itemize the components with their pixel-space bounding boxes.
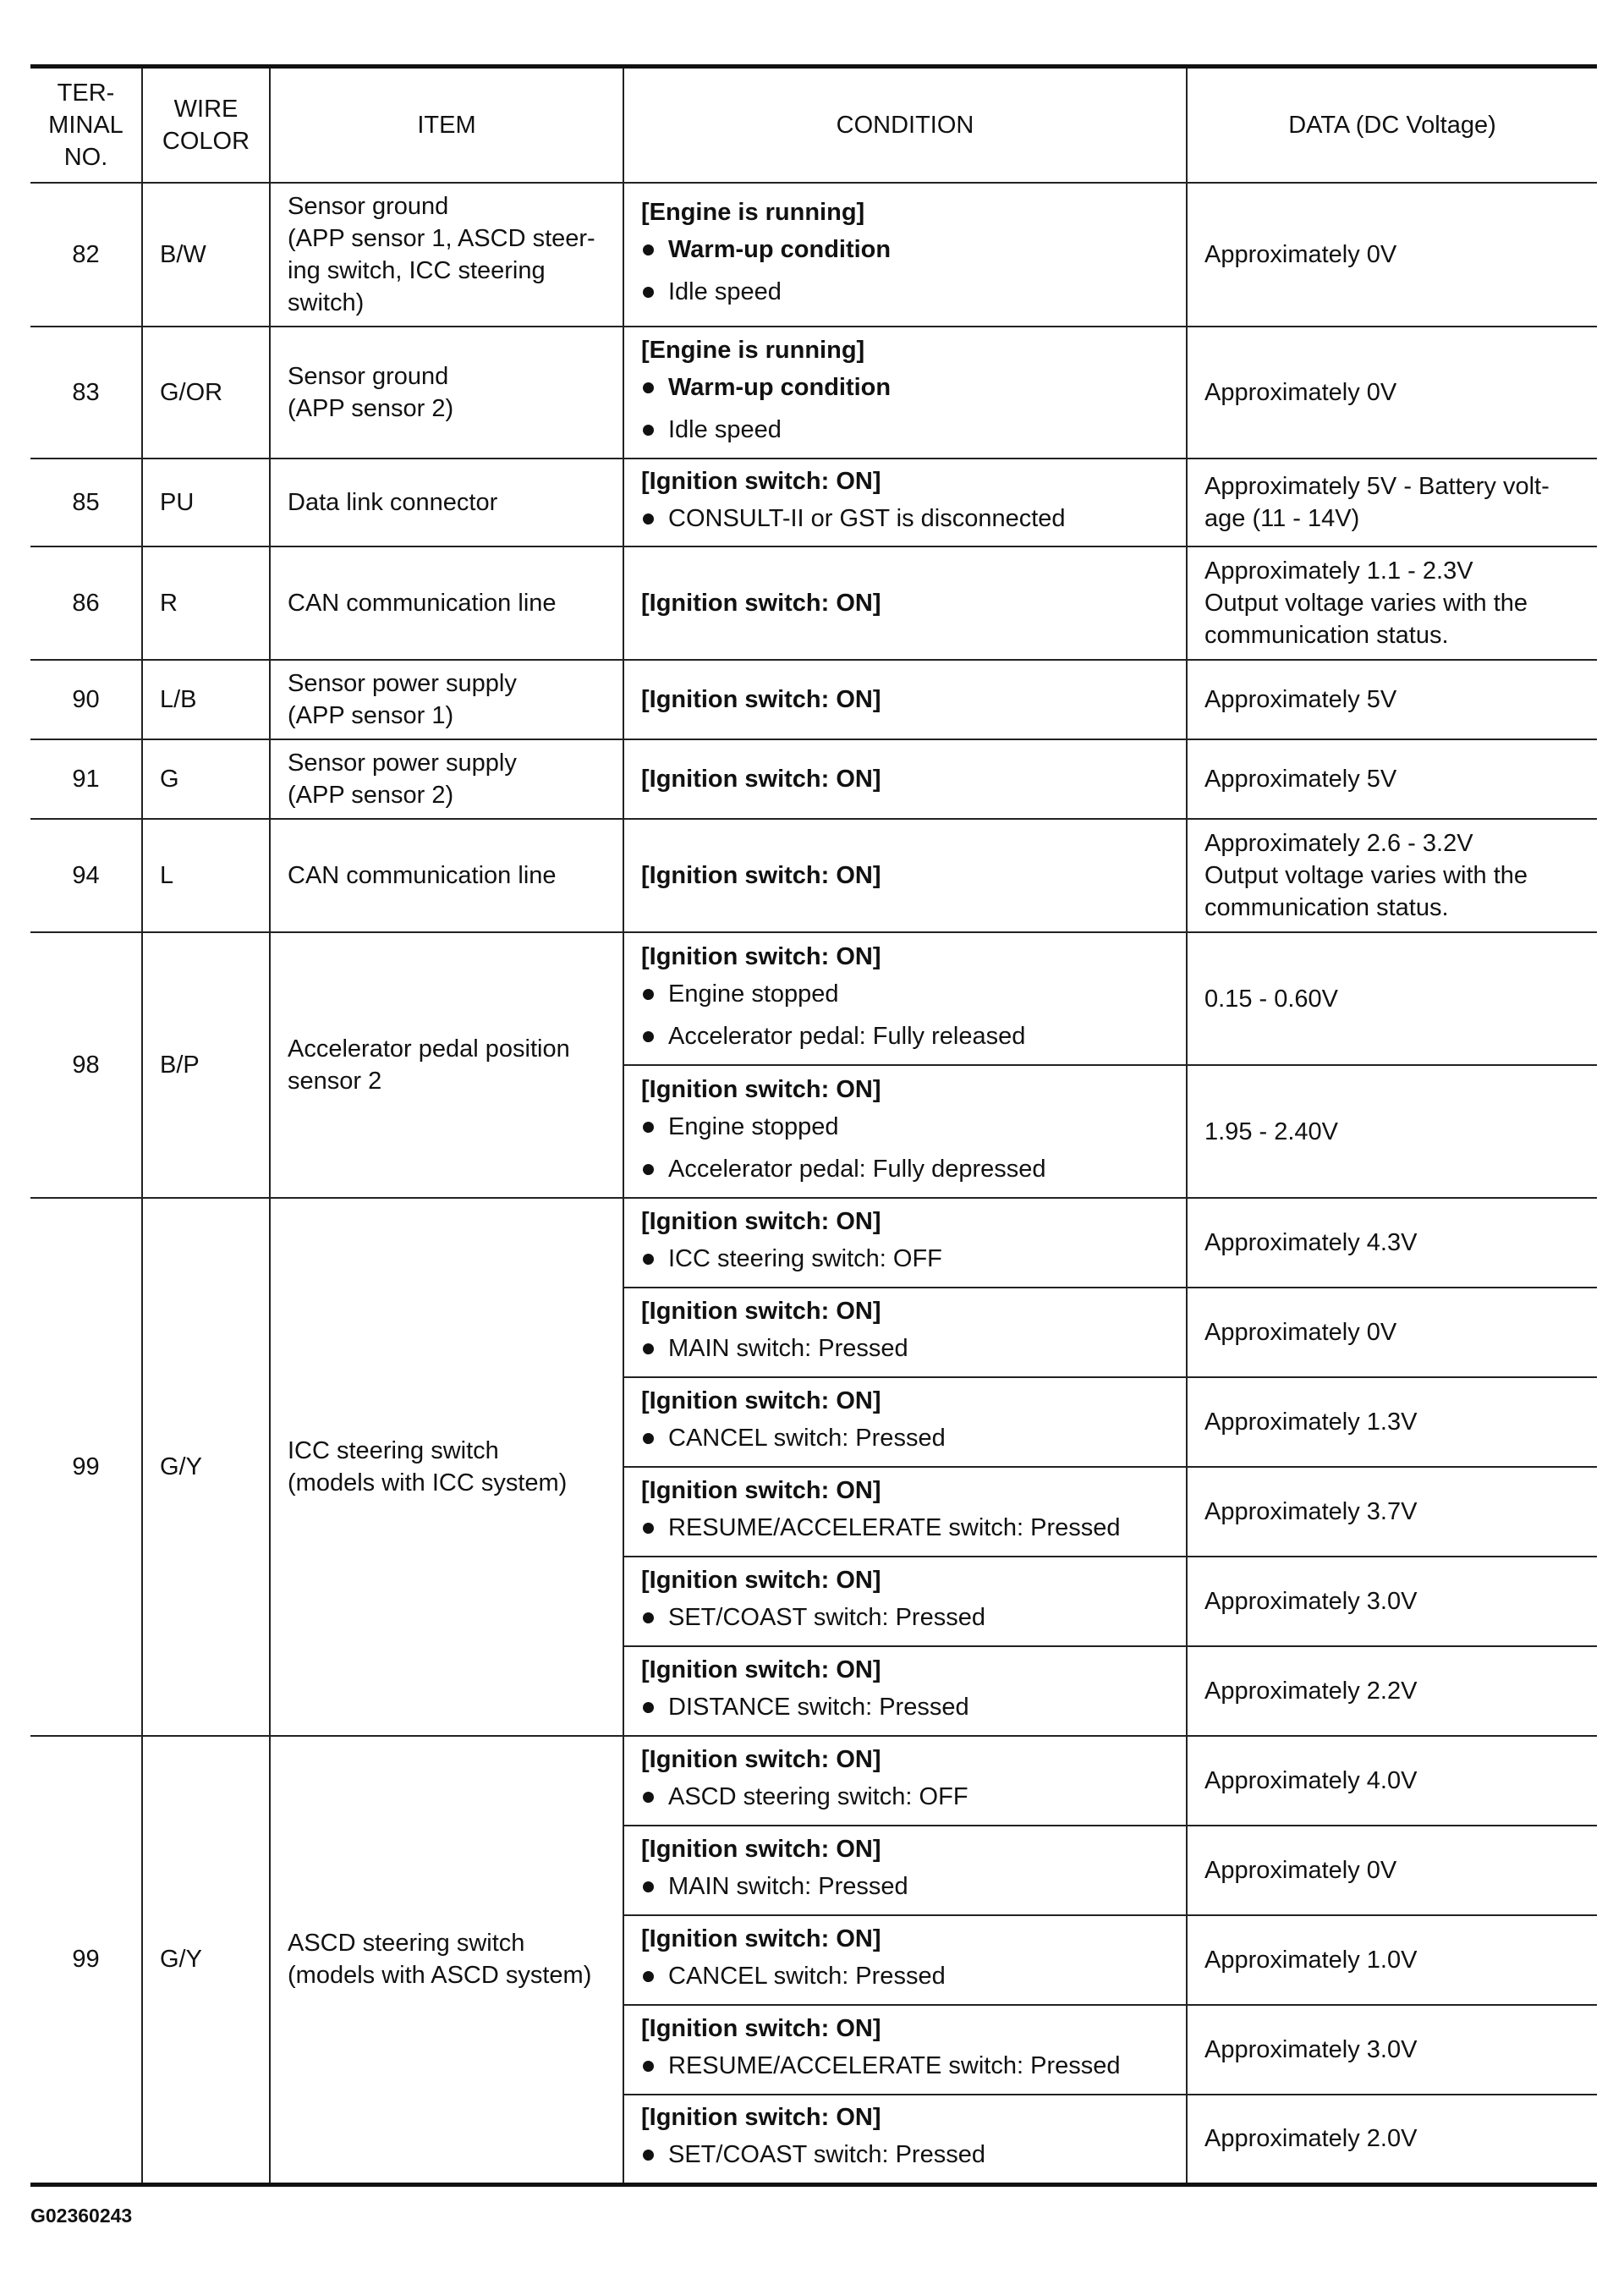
item-cell xyxy=(270,183,623,327)
dc-voltage-cell xyxy=(1187,932,1597,1065)
dc-voltage-cell xyxy=(1187,1377,1597,1467)
condition-bullet-item: ICC steering switch: OFF xyxy=(641,1238,1169,1280)
condition-heading: [Ignition switch: ON] xyxy=(641,1746,881,1773)
condition-bullet-item: Warm-up condition xyxy=(641,228,1169,271)
terminal-number-cell: 83 xyxy=(30,327,142,459)
condition-heading: [Ignition switch: ON] xyxy=(641,2104,881,2132)
condition-bullet-item: Idle speed xyxy=(641,271,1169,313)
dc-voltage-cell xyxy=(1187,1467,1597,1557)
dc-voltage-value: Approximately 0V xyxy=(1204,241,1397,268)
condition-bullet-item: DISTANCE switch: Pressed xyxy=(641,1686,1169,1728)
dc-voltage-cell xyxy=(1187,819,1597,932)
condition-bullet-item: Engine stopped xyxy=(641,1106,1169,1148)
condition-heading: [Ignition switch: ON] xyxy=(641,766,881,793)
condition-cell xyxy=(623,1736,1187,1826)
condition-heading: [Ignition switch: ON] xyxy=(641,862,881,889)
dc-voltage-value: Approximately 4.3V xyxy=(1204,1229,1418,1256)
terminal-number-cell: 82 xyxy=(30,183,142,327)
header-item: ITEM xyxy=(270,67,623,184)
item-cell-text: Sensor power supply (APP sensor 1) xyxy=(288,670,517,729)
dc-voltage-value: Approximately 4.0V xyxy=(1204,1767,1418,1794)
dc-voltage-value: Approximately 2.0V xyxy=(1204,2125,1418,2153)
condition-bullet-item: MAIN switch: Pressed xyxy=(641,1865,1169,1908)
dc-voltage-cell xyxy=(1187,1826,1597,1915)
condition-heading: [Ignition switch: ON] xyxy=(641,686,881,713)
dc-voltage-cell xyxy=(1187,1736,1597,1826)
dc-voltage-cell xyxy=(1187,1646,1597,1736)
dc-voltage-cell xyxy=(1187,1065,1597,1198)
dc-voltage-cell xyxy=(1187,1198,1597,1288)
condition-heading: [Engine is running] xyxy=(641,199,865,226)
condition-cell xyxy=(623,1826,1187,1915)
condition-heading: [Ignition switch: ON] xyxy=(641,1477,881,1504)
table-row xyxy=(30,1736,1597,1826)
item-cell xyxy=(270,932,623,1198)
condition-cell xyxy=(623,1467,1187,1557)
wire-color-cell: B/P xyxy=(142,932,270,1198)
dc-voltage-cell xyxy=(1187,459,1597,546)
item-cell xyxy=(270,327,623,459)
condition-cell xyxy=(623,819,1187,932)
wire-color-cell: B/W xyxy=(142,183,270,327)
condition-heading: [Ignition switch: ON] xyxy=(641,1925,881,1952)
condition-heading: [Ignition switch: ON] xyxy=(641,1075,881,1103)
wire-color-cell: G/Y xyxy=(142,1736,270,2184)
dc-voltage-value: Approximately 2.2V xyxy=(1204,1678,1418,1705)
terminal-data-table-container xyxy=(30,64,1597,2187)
condition-bullet-item: Idle speed xyxy=(641,409,1169,451)
item-cell-text: ASCD steering switch (models with ASCD system) xyxy=(288,1930,592,1990)
condition-cell xyxy=(623,459,1187,546)
table-row xyxy=(30,459,1597,546)
item-cell-text: CAN communication line xyxy=(288,590,557,617)
condition-heading: [Ignition switch: ON] xyxy=(641,1298,881,1325)
condition-cell xyxy=(623,1915,1187,2005)
table-row xyxy=(30,932,1597,1065)
dc-voltage-cell xyxy=(1187,1557,1597,1646)
header-terminal-no: TER- MINAL NO. xyxy=(30,67,142,184)
item-cell-text: CAN communication line xyxy=(288,862,557,889)
condition-heading: [Ignition switch: ON] xyxy=(641,1208,881,1235)
condition-cell xyxy=(623,546,1187,660)
dc-voltage-value: 0.15 - 0.60V xyxy=(1204,985,1338,1013)
table-row xyxy=(30,327,1597,459)
document-code: G02360243 xyxy=(30,2205,133,2227)
dc-voltage-value: Approximately 5V xyxy=(1204,686,1397,713)
condition-heading: [Ignition switch: ON] xyxy=(641,1387,881,1414)
item-cell-text: Sensor ground (APP sensor 1, ASCD steer- ing switch, ICC steering switch) xyxy=(288,193,595,316)
wire-color-cell: PU xyxy=(142,459,270,546)
dc-voltage-value: Approximately 5V xyxy=(1204,766,1397,793)
condition-cell xyxy=(623,1065,1187,1198)
dc-voltage-value: Approximately 5V - Battery volt- age (11 - 14V) xyxy=(1204,473,1550,532)
condition-heading: [Ignition switch: ON] xyxy=(641,590,881,617)
condition-heading: [Ignition switch: ON] xyxy=(641,2015,881,2042)
terminal-number-cell: 86 xyxy=(30,546,142,660)
condition-bullet-item: Engine stopped xyxy=(641,973,1169,1015)
dc-voltage-value: Approximately 1.0V xyxy=(1204,1947,1418,1974)
table-row xyxy=(30,819,1597,932)
condition-cell xyxy=(623,327,1187,459)
condition-cell xyxy=(623,660,1187,739)
condition-cell xyxy=(623,1198,1187,1288)
condition-cell xyxy=(623,183,1187,327)
table-row xyxy=(30,1198,1597,1288)
condition-heading: [Ignition switch: ON] xyxy=(641,1656,881,1683)
condition-heading: [Ignition switch: ON] xyxy=(641,468,881,495)
item-cell-text: ICC steering switch (models with ICC system) xyxy=(288,1437,568,1496)
table-row xyxy=(30,546,1597,660)
condition-cell xyxy=(623,1288,1187,1377)
condition-bullet-item: SET/COAST switch: Pressed xyxy=(641,2133,1169,2176)
condition-bullet-item: CONSULT-II or GST is disconnected xyxy=(641,497,1169,540)
item-cell-text: Data link connector xyxy=(288,489,498,516)
condition-heading: [Ignition switch: ON] xyxy=(641,942,881,970)
dc-voltage-cell xyxy=(1187,739,1597,819)
condition-bullet-item: RESUME/ACCELERATE switch: Pressed xyxy=(641,2045,1169,2087)
header-wire-color: WIRE COLOR xyxy=(142,67,270,184)
table-row xyxy=(30,660,1597,739)
dc-voltage-value: Approximately 0V xyxy=(1204,1857,1397,1884)
terminal-number-cell: 90 xyxy=(30,660,142,739)
dc-voltage-value: Approximately 0V xyxy=(1204,1319,1397,1346)
dc-voltage-value: Approximately 2.6 - 3.2V Output voltage varies with the communication status. xyxy=(1204,830,1528,921)
item-cell xyxy=(270,546,623,660)
dc-voltage-cell xyxy=(1187,1915,1597,2005)
condition-bullet-item: CANCEL switch: Pressed xyxy=(641,1417,1169,1459)
dc-voltage-value: Approximately 3.0V xyxy=(1204,1588,1418,1615)
terminal-number-cell: 94 xyxy=(30,819,142,932)
wire-color-cell: G/Y xyxy=(142,1198,270,1736)
condition-bullet-item: Accelerator pedal: Fully depressed xyxy=(641,1148,1169,1190)
dc-voltage-cell xyxy=(1187,546,1597,660)
dc-voltage-cell xyxy=(1187,327,1597,459)
condition-cell xyxy=(623,739,1187,819)
table-header-row xyxy=(30,67,1597,184)
table-row xyxy=(30,739,1597,819)
item-cell-text: Sensor ground (APP sensor 2) xyxy=(288,363,454,422)
condition-cell xyxy=(623,2095,1187,2184)
condition-bullet-item: RESUME/ACCELERATE switch: Pressed xyxy=(641,1507,1169,1549)
condition-bullet-item: Accelerator pedal: Fully released xyxy=(641,1015,1169,1057)
table-row xyxy=(30,183,1597,327)
terminal-number-cell: 85 xyxy=(30,459,142,546)
item-cell-text: Sensor power supply (APP sensor 2) xyxy=(288,750,517,809)
item-cell-text: Accelerator pedal position sensor 2 xyxy=(288,1035,570,1095)
item-cell xyxy=(270,660,623,739)
condition-heading: [Engine is running] xyxy=(641,337,865,364)
wire-color-cell: G/OR xyxy=(142,327,270,459)
dc-voltage-cell xyxy=(1187,660,1597,739)
condition-cell xyxy=(623,932,1187,1065)
terminal-data-table xyxy=(30,64,1597,2187)
condition-bullet-item: ASCD steering switch: OFF xyxy=(641,1776,1169,1818)
header-data: DATA (DC Voltage) xyxy=(1187,67,1597,184)
item-cell xyxy=(270,1198,623,1736)
terminal-number-cell: 99 xyxy=(30,1736,142,2184)
dc-voltage-cell xyxy=(1187,1288,1597,1377)
dc-voltage-cell xyxy=(1187,2095,1597,2184)
condition-cell xyxy=(623,1557,1187,1646)
dc-voltage-value: 1.95 - 2.40V xyxy=(1204,1118,1338,1145)
item-cell xyxy=(270,459,623,546)
dc-voltage-value: Approximately 1.3V xyxy=(1204,1409,1418,1436)
terminal-number-cell: 99 xyxy=(30,1198,142,1736)
header-condition: CONDITION xyxy=(623,67,1187,184)
dc-voltage-cell xyxy=(1187,183,1597,327)
condition-bullet-item: Warm-up condition xyxy=(641,366,1169,409)
condition-cell xyxy=(623,1377,1187,1467)
item-cell xyxy=(270,819,623,932)
condition-heading: [Ignition switch: ON] xyxy=(641,1567,881,1594)
wire-color-cell: L/B xyxy=(142,660,270,739)
condition-bullet-item: SET/COAST switch: Pressed xyxy=(641,1596,1169,1639)
dc-voltage-value: Approximately 3.7V xyxy=(1204,1498,1418,1525)
dc-voltage-value: Approximately 3.0V xyxy=(1204,2036,1418,2063)
terminal-number-cell: 91 xyxy=(30,739,142,819)
condition-cell xyxy=(623,2005,1187,2095)
condition-heading: [Ignition switch: ON] xyxy=(641,1836,881,1863)
table-body xyxy=(30,183,1597,2184)
condition-bullet-item: MAIN switch: Pressed xyxy=(641,1327,1169,1370)
condition-bullet-item: CANCEL switch: Pressed xyxy=(641,1955,1169,1997)
dc-voltage-value: Approximately 1.1 - 2.3V Output voltage varies with the communication status. xyxy=(1204,557,1528,649)
wire-color-cell: R xyxy=(142,546,270,660)
item-cell xyxy=(270,739,623,819)
item-cell xyxy=(270,1736,623,2184)
dc-voltage-value: Approximately 0V xyxy=(1204,379,1397,406)
wire-color-cell: L xyxy=(142,819,270,932)
terminal-number-cell: 98 xyxy=(30,932,142,1198)
dc-voltage-cell xyxy=(1187,2005,1597,2095)
wire-color-cell: G xyxy=(142,739,270,819)
condition-cell xyxy=(623,1646,1187,1736)
